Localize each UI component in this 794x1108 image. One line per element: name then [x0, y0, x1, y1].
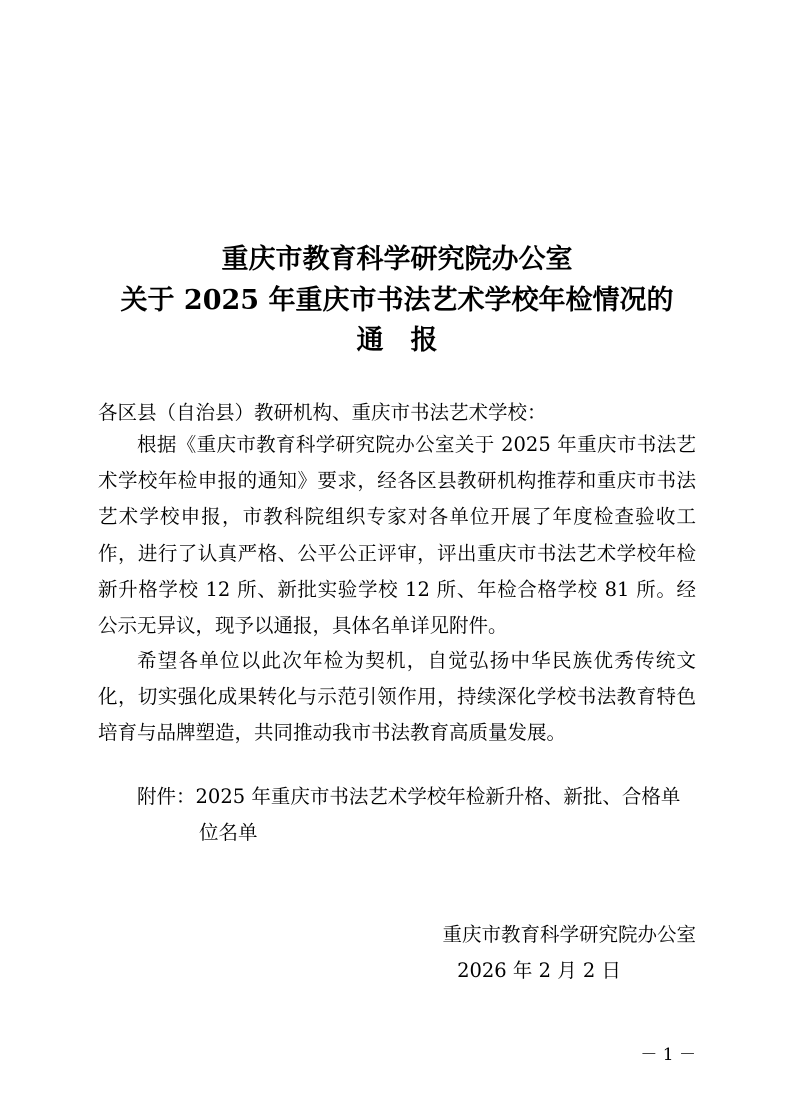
page-number: － 1 － — [640, 1045, 696, 1065]
body-paragraph-2: 希望各单位以此次年检为契机，自觉弘扬中华民族优秀传统文化，切实强化成果转化与示范引领作用，持续深化学校书法教育特色培育与品牌塑造，共同推动我市书法教育高质量发展。 — [98, 649, 696, 745]
signature-organization: 重庆市教育科学研究院办公室 — [442, 923, 696, 946]
document-title-line-3: 通 报 — [356, 325, 438, 356]
signature-date: 2026 年 2 月 2 日 — [457, 959, 621, 982]
document-title-line-2: 关于 2025 年重庆市书法艺术学校年检情况的 — [120, 285, 674, 316]
attachment-note: 附件：2025 年重庆市书法艺术学校年检新升格、新批、合格单位名单 — [137, 785, 681, 844]
document-title-line-1: 重庆市教育科学研究院办公室 — [221, 244, 573, 275]
body-paragraph-1: 根据《重庆市教育科学研究院办公室关于 2025 年重庆市书法艺术学校年检申报的通知》要求，经各区县教研机构推荐和重庆市书法艺术学校申报，市教科院组织专家对各单位开展了年度检查验收工作，进行了认真严格、公平公正评审，评出重庆市书法艺术学校年检新升格学校 12 所、新批实验学校 12 所、年检合格学校 81 所。经公示无异议，现予以通报，具体名单详见附件。 — [98, 433, 696, 638]
salutation: 各区县（自治县）教研机构、重庆市书法艺术学校： — [98, 401, 547, 424]
